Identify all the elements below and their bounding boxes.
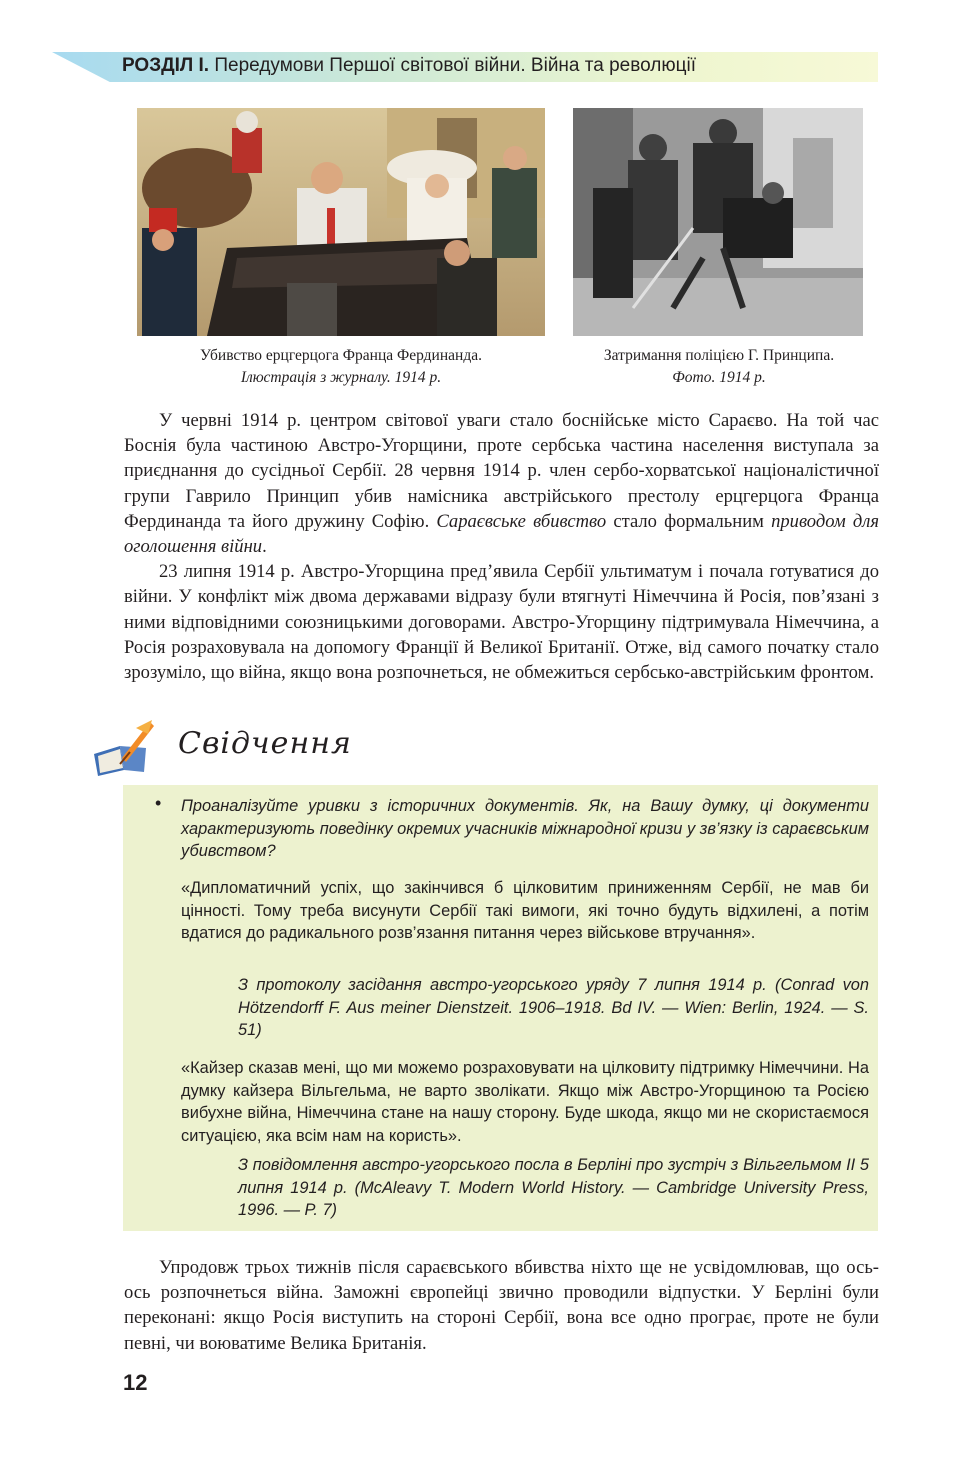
quill-book-icon	[90, 718, 160, 778]
term-pretext-for-war: приводом для оголошення війни	[124, 510, 879, 558]
caption-source: Фото. 1914 р.	[672, 369, 766, 386]
caption-source: Ілюстрація з журналу. 1914 р.	[240, 369, 442, 386]
photo-arrest-princip	[573, 108, 863, 336]
section-label: РОЗДІЛ І.	[122, 55, 210, 76]
closing-text	[124, 1255, 879, 1356]
document-quote-2: «Кайзер сказав мені, що ми можемо розраховувати на цілковиту підтримку Німеччини. На думку кайзера Вільгельма, не варто зволікати. Якщо між Австро-Угорщиною та Росією вибухне війна, Німеччина стане на нашу сторону. Буде шкода, якщо ми не скористаємося ситуацією, яка всім нам на користь».	[181, 1059, 869, 1145]
evidence-task: Проаналізуйте уривки з історичних документів. Як, на Вашу думку, ці документи характеризують поведінку окремих учасників міжнародної кризи у зв’язку із сараєвським убивством?	[181, 797, 869, 860]
paragraph: Упродовж трьох тижнів після сараєвського вбивства ніхто ще не усвідомлював, що ось-ось розпочнеться війна. Заможні європейці звично проводили відпустки. У Берліні були переконані: якщо Росія виступить на стороні Сербії, вона все одно програє, проте не були певні, чи воюватиме Велика Британія.	[124, 1257, 879, 1354]
document-source-2: З повідомлення австро-угорського посла в Берліні про зустріч з Вільгельмом II 5 липня 1914 р. (McAleavy T. Modern World History. — Cambridge University Press, 1996. — P. 7)	[238, 1156, 869, 1219]
term-sarajevo-assassination: Сараєвське вбивство	[436, 510, 607, 532]
section-header	[122, 55, 696, 77]
paragraph: 23 липня 1914 р. Австро-Угорщина пред’явила Сербії ультиматум і почала готуватися до війни. У конфлікт між двома державами відразу були втягнуті Німеччина й Росія, пов’язані з ними відповідними союзницькими договорами. Австро-Угорщину підтримувала Німеччина, а Росія розраховувала на допомогу Франції й Великої Британії. Отже, від самого початку стало зрозуміло, що війна, якщо вона розпочнеться, не обмежиться сербсько-австрійським фронтом.	[124, 561, 879, 684]
document-source-1: З протоколу засідання австро-угорського уряду 7 липня 1914 р. (Conrad von Hötzendorff F. Aus meiner Dienstzeit. 1906–1918. Bd IV. — Wien: Berlin, 1924. — S. 51)	[238, 976, 869, 1039]
caption-text: Затримання поліцією Г. Принципа.	[603, 347, 835, 364]
caption-text: Убивство ерцгерцога Франца Фердинанда.	[200, 347, 482, 364]
figure-caption-1	[137, 345, 545, 389]
main-text	[124, 408, 879, 685]
section-title: Передумови Першої світової війни. Війна та революції	[214, 55, 696, 76]
evidence-heading: Свідчення	[178, 726, 352, 761]
bullet-icon: •	[155, 793, 162, 813]
page-number: 12	[123, 1370, 148, 1395]
paragraph: У червні 1914 р. центром світової уваги стало боснійське місто Сараєво. На той час Боснія була частиною Австро-Угорщини, проте сербська частина населення виступала за приєднання до сусідньої Сербії. 28 червня 1914 р. член сербо-хорватської націоналістичної групи Гаврило Принцип убив намісника австрійського престолу ерцгерцога Франца Фердинанда та його дружину Софію. Сараєвське вбивство стало формальним приводом для оголошення війни.	[124, 410, 879, 558]
document-quote-1: «Дипломатичний успіх, що закінчився б цілковитим приниженням Сербії, не мав би цінності. Тому треба висунути Сербії такі вимоги, які точно будуть відхилені, а потім вдатися до радикального розв’язання питання через військове втручання».	[181, 879, 869, 942]
illustration-assassination	[137, 108, 545, 336]
figure-caption-2	[558, 345, 880, 389]
